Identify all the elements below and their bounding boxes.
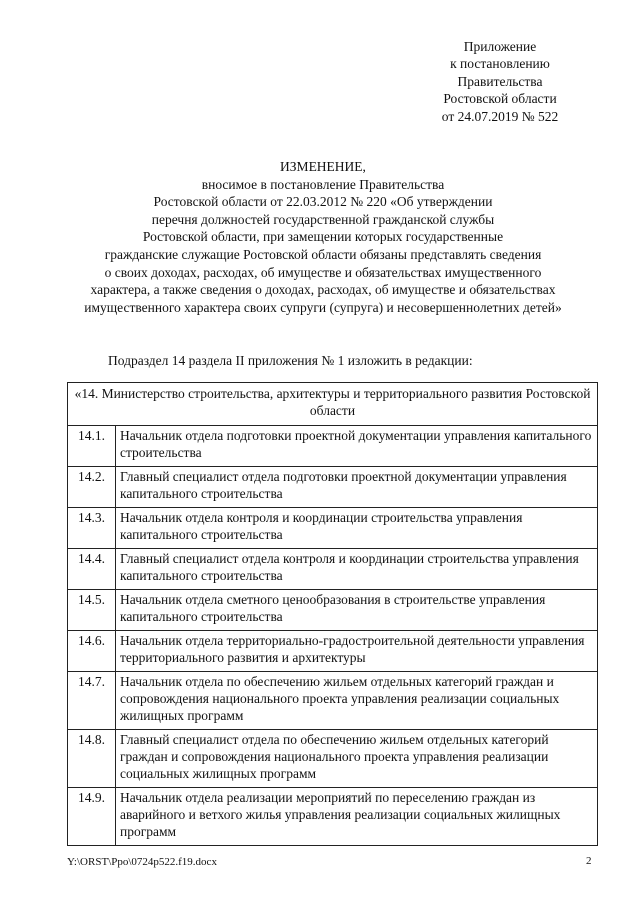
- position-title: Начальник отдела реализации мероприятий по переселению граждан из аварийного и ветхого жилья управления реализации социальных жилищных программ: [116, 788, 598, 846]
- table-section-header-row: [68, 383, 598, 426]
- appendix-block: [420, 38, 580, 125]
- appendix-line: Правительства: [457, 73, 543, 89]
- position-title: Начальник отдела территориально-градостроительной деятельности управления территориального развития и архитектуры: [116, 631, 598, 672]
- positions-table: [67, 382, 598, 846]
- row-number: 14.9.: [68, 788, 116, 846]
- row-number: 14.7.: [68, 672, 116, 730]
- position-title: Главный специалист отдела по обеспечению жильем отдельных категорий граждан и сопровождения национального проекта управления реализации социальных жилищных программ: [116, 730, 598, 788]
- title-line: вносимое в постановление Правительства: [201, 176, 445, 192]
- row-number: 14.6.: [68, 631, 116, 672]
- title-line: характера, а также сведения о доходах, расходах, об имуществе и обязательствах: [90, 282, 556, 298]
- title-line: Ростовской области, при замещении которых государственные: [142, 229, 504, 245]
- row-number: 14.5.: [68, 590, 116, 631]
- table-row: [68, 631, 598, 672]
- position-title: Начальник отдела по обеспечению жильем отдельных категорий граждан и сопровождения национального проекта управления реализации социальных жилищных программ: [116, 672, 598, 730]
- document-title: [40, 158, 606, 316]
- title-line: перечня должностей государственной гражданской службы: [151, 211, 495, 227]
- footer-file-path: Y:\ORST\Ppo\0724p522.f19.docx: [67, 856, 217, 868]
- table-row: [68, 467, 598, 508]
- title-line: Ростовской области от 22.03.2012 № 220 «Об утверждении: [153, 194, 493, 210]
- table-row: [68, 590, 598, 631]
- title-line: о своих доходах, расходах, об имуществе и обязательствах имущественного: [104, 264, 542, 280]
- table-row: [68, 426, 598, 467]
- table-row: [68, 672, 598, 730]
- row-number: 14.8.: [68, 730, 116, 788]
- position-title: Начальник отдела сметного ценообразования в строительстве управления капитального строительства: [116, 590, 598, 631]
- position-title: Главный специалист отдела контроля и координации строительства управления капитального строительства: [116, 549, 598, 590]
- position-title: Начальник отдела подготовки проектной документации управления капитального строительства: [116, 426, 598, 467]
- appendix-line: Ростовской области: [443, 91, 557, 107]
- table-row: [68, 549, 598, 590]
- intro-paragraph: Подраздел 14 раздела II приложения № 1 изложить в редакции:: [108, 353, 473, 368]
- row-number: 14.3.: [68, 508, 116, 549]
- row-number: 14.2.: [68, 467, 116, 508]
- table-row: [68, 508, 598, 549]
- section-header-cell: «14. Министерство строительства, архитектуры и территориального развития Ростовской области: [68, 383, 598, 426]
- row-number: 14.1.: [68, 426, 116, 467]
- position-title: Главный специалист отдела подготовки проектной документации управления капитального строительства: [116, 467, 598, 508]
- title-line: имущественного характера своих супруги (супруга) и несовершеннолетних детей»: [84, 299, 562, 315]
- appendix-line: к постановлению: [450, 56, 550, 72]
- page-number: 2: [586, 855, 592, 867]
- title-heading: ИЗМЕНЕНИЕ,: [280, 159, 366, 174]
- title-line: гражданские служащие Ростовской области обязаны представлять сведения: [104, 246, 542, 262]
- appendix-date-number: от 24.07.2019 № 522: [441, 108, 559, 124]
- table-row: [68, 730, 598, 788]
- row-number: 14.4.: [68, 549, 116, 590]
- position-title: Начальник отдела контроля и координации строительства управления капитального строительства: [116, 508, 598, 549]
- table-row: [68, 788, 598, 846]
- appendix-line: Приложение: [463, 39, 537, 54]
